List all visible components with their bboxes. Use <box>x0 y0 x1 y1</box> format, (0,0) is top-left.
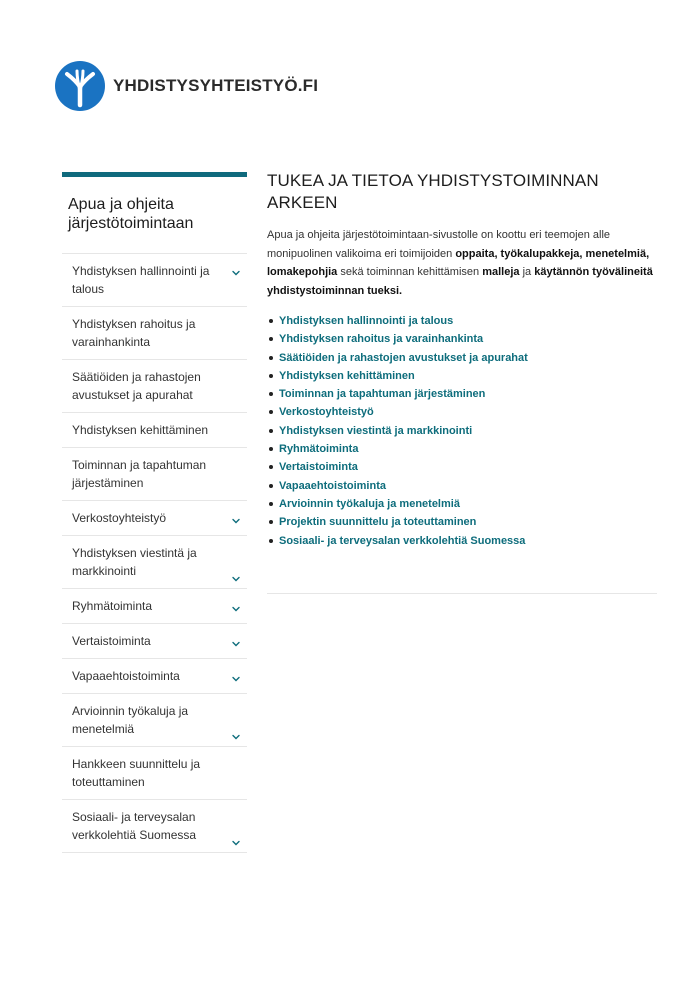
sidebar-item[interactable] <box>62 623 247 658</box>
chevron-down-icon[interactable] <box>231 835 241 845</box>
list-item <box>267 532 657 550</box>
topic-link-list <box>267 312 657 550</box>
sidebar-item-label: Arvioinnin työkaluja ja menetelmiä <box>72 704 189 736</box>
chevron-down-icon[interactable] <box>231 513 241 523</box>
intro-text-1: Apua ja ohjeita järjestötoimintaan-sivustolle on koottu eri teemojen alle monipuolinen valikoima eri toimijoiden <box>267 229 611 260</box>
topic-link[interactable]: Projektin suunnittelu ja toteuttaminen <box>279 516 477 529</box>
sidebar-item[interactable] <box>62 588 247 623</box>
sidebar-item[interactable] <box>62 359 247 412</box>
topic-link[interactable]: Säätiöiden ja rahastojen avustukset ja apurahat <box>279 351 528 364</box>
topic-link[interactable]: Toiminnan ja tapahtuman järjestäminen <box>279 388 486 401</box>
intro-bold-2: malleja <box>482 266 520 278</box>
chevron-down-icon[interactable] <box>231 729 241 739</box>
site-name[interactable]: YHDISTYSYHTEISTYÖ.FI <box>113 76 319 95</box>
list-item <box>267 349 657 367</box>
topic-link[interactable]: Ryhmätoiminta <box>279 443 359 456</box>
sidebar-item-label: Yhdistyksen viestintä ja markkinointi <box>72 546 197 578</box>
list-item <box>267 477 657 495</box>
sidebar-item[interactable] <box>62 535 247 588</box>
sidebar-list <box>62 253 247 853</box>
content-divider <box>267 593 657 594</box>
list-item <box>267 367 657 385</box>
chevron-down-icon[interactable] <box>231 265 241 275</box>
sidebar-item-label: Säätiöiden ja rahastojen avustukset ja apurahat <box>72 370 201 402</box>
intro-paragraph <box>267 226 657 300</box>
sidebar-item[interactable] <box>62 693 247 746</box>
logo-icon[interactable] <box>55 61 105 111</box>
chevron-down-icon[interactable] <box>231 636 241 646</box>
list-item <box>267 458 657 476</box>
list-item <box>267 330 657 348</box>
sidebar-item-label: Hankkeen suunnittelu ja toteuttaminen <box>72 757 201 789</box>
topic-link[interactable]: Vapaaehtoistoiminta <box>279 479 386 492</box>
sidebar-item-label: Sosiaali- ja terveysalan verkkolehtiä Suomessa <box>72 810 197 842</box>
sidebar-item-label: Ryhmätoiminta <box>72 599 153 613</box>
topic-link[interactable]: Yhdistyksen rahoitus ja varainhankinta <box>279 333 484 346</box>
sidebar-item-label: Verkostoyhteistyö <box>72 511 167 525</box>
list-item <box>267 513 657 531</box>
sidebar-item-label: Toiminnan ja tapahtuman järjestäminen <box>72 458 207 490</box>
topic-link[interactable]: Yhdistyksen hallinnointi ja talous <box>279 315 454 327</box>
topic-link[interactable]: Vertaistoiminta <box>279 461 358 474</box>
site-header <box>55 60 318 112</box>
intro-text-2: sekä toiminnan kehittämisen <box>337 266 483 278</box>
sidebar-item-label: Vertaistoiminta <box>72 634 151 648</box>
main-content <box>267 170 657 550</box>
sidebar-title: Apua ja ohjeita järjestötoimintaan <box>68 196 194 232</box>
list-item <box>267 312 657 330</box>
sidebar-item-label: Yhdistyksen hallinnointi ja talous <box>72 264 210 296</box>
sidebar-item[interactable] <box>62 500 247 535</box>
list-item <box>267 403 657 421</box>
sidebar-item-label: Vapaaehtoistoiminta <box>72 669 180 683</box>
list-item <box>267 385 657 403</box>
intro-bold-3: käytännön työvälineitä yhdistystoiminnan tueksi. <box>267 266 653 297</box>
sidebar-item-label: Yhdistyksen kehittäminen <box>72 423 209 437</box>
topic-link[interactable]: Arvioinnin työkaluja ja menetelmiä <box>279 497 460 510</box>
intro-text-3: ja <box>519 266 535 278</box>
sidebar <box>62 172 247 853</box>
topic-link[interactable]: Yhdistyksen viestintä ja markkinointi <box>279 424 473 437</box>
page-title: TUKEA JA TIETOA YHDISTYSTOIMINNAN ARKEEN <box>267 171 599 212</box>
sidebar-item[interactable] <box>62 746 247 799</box>
sidebar-item[interactable] <box>62 658 247 693</box>
list-item <box>267 422 657 440</box>
intro-bold-1: oppaita, työkalupakkeja, menetelmiä, lomakepohjia <box>267 247 650 278</box>
topic-link[interactable]: Yhdistyksen kehittäminen <box>279 369 415 382</box>
topic-link[interactable]: Sosiaali- ja terveysalan verkkolehtiä Suomessa <box>279 534 526 547</box>
sidebar-item[interactable] <box>62 253 247 306</box>
list-item <box>267 440 657 458</box>
chevron-down-icon[interactable] <box>231 571 241 581</box>
topic-link[interactable]: Verkostoyhteistyö <box>279 406 374 419</box>
sidebar-item[interactable] <box>62 799 247 853</box>
sidebar-item-label: Yhdistyksen rahoitus ja varainhankinta <box>72 317 196 349</box>
sidebar-item[interactable] <box>62 412 247 447</box>
chevron-down-icon[interactable] <box>231 601 241 611</box>
sidebar-item[interactable] <box>62 306 247 359</box>
list-item <box>267 495 657 513</box>
chevron-down-icon[interactable] <box>231 671 241 681</box>
sidebar-item[interactable] <box>62 447 247 500</box>
